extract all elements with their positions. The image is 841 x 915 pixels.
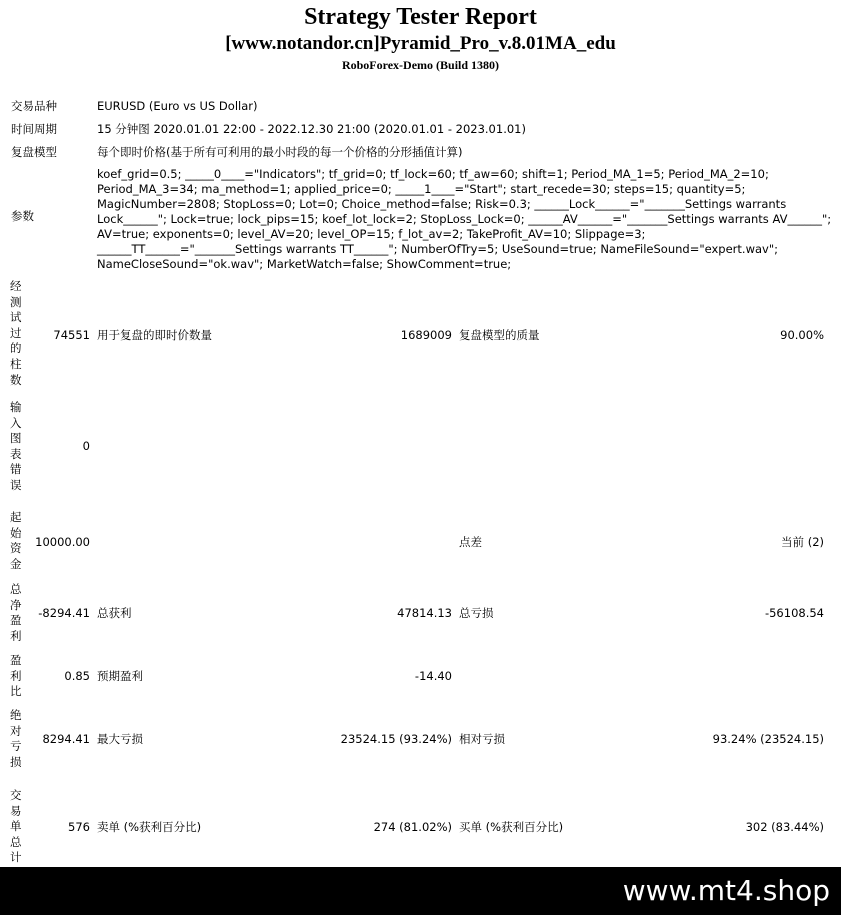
net-profit-value: -8294.41 — [38, 606, 90, 620]
absolute-drawdown-value: 8294.41 — [42, 732, 90, 746]
profit-factor-label: 盈利比 — [10, 653, 22, 699]
expected-payoff-value: -14.40 — [414, 669, 452, 683]
bars-label: 经测试过的柱数 — [10, 279, 22, 387]
model-label: 复盘模型 — [11, 145, 57, 159]
symbol-label: 交易品种 — [11, 99, 57, 113]
maximal-drawdown-label: 最大亏损 — [97, 732, 143, 746]
maximal-drawdown-value: 23524.15 (93.24%) — [340, 732, 452, 746]
relative-drawdown-label: 相对亏损 — [459, 732, 505, 746]
ticks-label: 用于复盘的即时价数量 — [97, 328, 212, 342]
spread-label: 点差 — [459, 535, 482, 549]
absolute-drawdown-label: 绝对亏损 — [10, 708, 22, 769]
spread-value: 当前 (2) — [781, 535, 824, 549]
gross-profit-label: 总获利 — [97, 606, 132, 620]
quality-value: 90.00% — [780, 328, 824, 342]
deposit-value: 10000.00 — [35, 535, 90, 549]
short-positions-label: 卖单 (%获利百分比) — [97, 820, 202, 834]
gross-loss-label: 总亏损 — [459, 606, 494, 620]
bars-value: 74551 — [53, 328, 90, 342]
ticks-value: 1689009 — [400, 328, 452, 342]
watermark-bar — [0, 867, 841, 915]
total-trades-value: 576 — [68, 820, 90, 834]
profit-factor-value: 0.85 — [64, 669, 90, 683]
relative-drawdown-value: 93.24% (23524.15) — [712, 732, 824, 746]
server-name: RoboForex-Demo (Build 1380) — [341, 58, 500, 72]
params-value: koef_grid=0.5; _____0____="Indicators"; tf_grid=0; tf_lock=60; tf_aw=60; shift=1; Period_MA_1=5; Period_MA_2=10; Period_MA_3=34; ma_method=1; applied_price=0; _____1____="Start"; start_recede=30; steps=15; quantity=5; MagicNumber=2808; StopLoss=0; Lot=0; Choice_method=false; Risk=0.3; ______Lock______="_______Settings warrants Lock______"; Lock=true; lock_pips=15; koef_lot_lock=2; StopLoss_Lock=0; ______AV______="_______Settings warrants AV______"; AV=true; exponents=0; level_AV=20; level_OP=15; f_lot_av=2; TakeProfit_AV=10; Slippage=3; ______TT______="_______Settings warrants TT______"; NumberOfTry=5; UseSound=true; NameFileSound="expert.wav"; NameCloseSound="ok.wav"; MarketWatch=false; ShowComment=true; — [97, 167, 832, 271]
quality-label: 复盘模型的质量 — [459, 328, 540, 342]
errors-label: 输入图表错误 — [10, 400, 22, 492]
net-profit-label: 总净盈利 — [10, 582, 22, 643]
report-title: Strategy Tester Report — [304, 4, 537, 30]
period-label: 时间周期 — [11, 122, 57, 136]
errors-value: 0 — [82, 439, 90, 453]
long-positions-value: 302 (83.44%) — [745, 820, 824, 834]
gross-loss-value: -56108.54 — [764, 606, 824, 620]
period-value: 15 分钟图 2020.01.01 22:00 - 2022.12.30 21:00 (2020.01.01 - 2023.01.01) — [97, 122, 526, 136]
expert-name: [www.notandor.cn]Pyramid_Pro_v.8.01MA_edu — [225, 33, 616, 54]
long-positions-label: 买单 (%获利百分比) — [459, 820, 564, 834]
total-trades-label: 交易单总计 — [10, 788, 22, 865]
watermark-text: www.mt4.shop — [622, 874, 830, 907]
expected-payoff-label: 预期盈利 — [97, 669, 143, 683]
short-positions-value: 274 (81.02%) — [373, 820, 452, 834]
model-value: 每个即时价格(基于所有可利用的最小时段的每一个价格的分形插值计算) — [97, 145, 463, 159]
params-label: 参数 — [11, 209, 34, 223]
deposit-label: 起始资金 — [10, 510, 22, 571]
gross-profit-value: 47814.13 — [397, 606, 452, 620]
symbol-value: EURUSD (Euro vs US Dollar) — [97, 99, 258, 113]
